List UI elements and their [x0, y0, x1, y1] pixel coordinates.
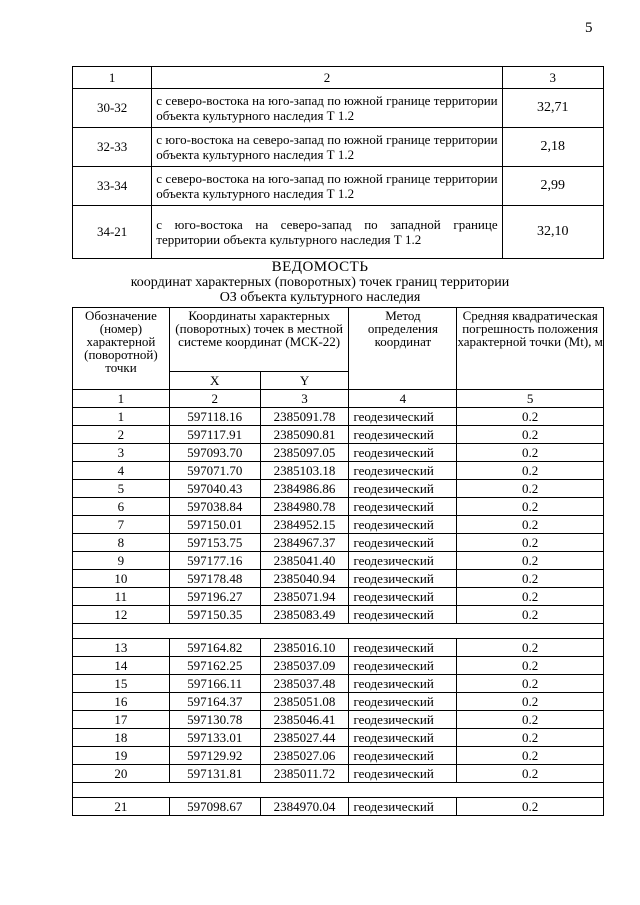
mean-error: 0.2 [457, 588, 604, 606]
coord-x: 597038.84 [169, 498, 260, 516]
point-number: 8 [73, 534, 170, 552]
table-row [73, 534, 604, 552]
header-method: Метод определения координат [349, 308, 457, 390]
coord-x: 597071.70 [169, 462, 260, 480]
point-number: 17 [73, 711, 170, 729]
segment-id: 30-32 [73, 89, 152, 128]
page-number: 5 [585, 20, 593, 36]
header-error: Средняя квадратическая погрешность положения характерной точки (Mt), м [457, 308, 604, 390]
method: геодезический [349, 534, 457, 552]
mean-error: 0.2 [457, 570, 604, 588]
method: геодезический [349, 462, 457, 480]
table-row [73, 657, 604, 675]
coord-x: 597164.37 [169, 693, 260, 711]
point-number: 19 [73, 747, 170, 765]
method: геодезический [349, 711, 457, 729]
segment-length: 32,71 [502, 89, 603, 128]
method: геодезический [349, 516, 457, 534]
segment-description: с северо-востока на юго-запад по южной границе территории объекта культурного наследия Т 1.2 [152, 167, 502, 206]
segment-description: с юго-востока на северо-запад по южной границе территории объекта культурного наследия Т 1.2 [152, 128, 502, 167]
coord-x: 597150.01 [169, 516, 260, 534]
coord-y: 2384967.37 [260, 534, 349, 552]
table-row [73, 426, 604, 444]
segments-table [72, 66, 604, 259]
header-coordinates: Координаты характерных (поворотных) точек в местной системе координат (МСК-22) [169, 308, 349, 372]
table-row [73, 408, 604, 426]
point-number: 11 [73, 588, 170, 606]
method: геодезический [349, 798, 457, 816]
point-number: 3 [73, 444, 170, 462]
method: геодезический [349, 765, 457, 783]
method: геодезический [349, 444, 457, 462]
column-number: 3 [260, 390, 349, 408]
method: геодезический [349, 747, 457, 765]
point-number: 12 [73, 606, 170, 624]
coord-y: 2385016.10 [260, 639, 349, 657]
method: геодезический [349, 675, 457, 693]
table-row [73, 729, 604, 747]
point-number: 15 [73, 675, 170, 693]
method: геодезический [349, 408, 457, 426]
coord-x: 597098.67 [169, 798, 260, 816]
coord-x: 597133.01 [169, 729, 260, 747]
method: геодезический [349, 480, 457, 498]
coord-x: 597153.75 [169, 534, 260, 552]
column-number: 5 [457, 390, 604, 408]
point-number: 5 [73, 480, 170, 498]
table-row [73, 128, 604, 167]
coord-y: 2385027.06 [260, 747, 349, 765]
table-row [73, 588, 604, 606]
table-row [73, 711, 604, 729]
mean-error: 0.2 [457, 498, 604, 516]
point-number: 18 [73, 729, 170, 747]
method: геодезический [349, 606, 457, 624]
table-row [73, 765, 604, 783]
point-number: 6 [73, 498, 170, 516]
coord-x: 597178.48 [169, 570, 260, 588]
table-row [73, 498, 604, 516]
method: геодезический [349, 498, 457, 516]
column-number-row [73, 390, 604, 408]
mean-error: 0.2 [457, 534, 604, 552]
table-row [73, 639, 604, 657]
table-row [73, 167, 604, 206]
mean-error: 0.2 [457, 798, 604, 816]
table-header-row [73, 308, 604, 372]
point-number: 1 [73, 408, 170, 426]
table-row [73, 675, 604, 693]
points-group-3 [73, 798, 604, 816]
table-row [73, 747, 604, 765]
statement-title: ВЕДОМОСТЬ [271, 259, 369, 275]
mean-error: 0.2 [457, 606, 604, 624]
coord-x: 597129.92 [169, 747, 260, 765]
table-header-row [73, 67, 604, 89]
table-row [73, 552, 604, 570]
header-cell: 2 [152, 67, 502, 89]
point-number: 4 [73, 462, 170, 480]
mean-error: 0.2 [457, 552, 604, 570]
mean-error: 0.2 [457, 516, 604, 534]
mean-error: 0.2 [457, 462, 604, 480]
method: геодезический [349, 552, 457, 570]
segment-description: с юго-востока на северо-запад по западной границе территории объекта культурного наследия Т 1.2 [152, 206, 502, 259]
coord-x: 597150.35 [169, 606, 260, 624]
method: геодезический [349, 588, 457, 606]
column-number: 4 [349, 390, 457, 408]
empty-cell [73, 624, 604, 639]
table-row [73, 444, 604, 462]
mean-error: 0.2 [457, 408, 604, 426]
mean-error: 0.2 [457, 444, 604, 462]
coord-y: 2385091.78 [260, 408, 349, 426]
mean-error: 0.2 [457, 711, 604, 729]
header-cell: 3 [502, 67, 603, 89]
point-number: 2 [73, 426, 170, 444]
method: геодезический [349, 657, 457, 675]
segment-length: 32,10 [502, 206, 603, 259]
coord-y: 2385046.41 [260, 711, 349, 729]
point-number: 9 [73, 552, 170, 570]
coord-x: 597162.25 [169, 657, 260, 675]
statement-heading [0, 260, 640, 305]
method: геодезический [349, 570, 457, 588]
segment-id: 32-33 [73, 128, 152, 167]
mean-error: 0.2 [457, 480, 604, 498]
point-number: 13 [73, 639, 170, 657]
segment-length: 2,99 [502, 167, 603, 206]
header-x: X [169, 372, 260, 390]
segment-description: с северо-востока на юго-запад по южной границе территории объекта культурного наследия Т 1.2 [152, 89, 502, 128]
header-cell: 1 [73, 67, 152, 89]
table-row [73, 516, 604, 534]
coord-y: 2385090.81 [260, 426, 349, 444]
coord-y: 2385040.94 [260, 570, 349, 588]
method: геодезический [349, 639, 457, 657]
segment-id: 34-21 [73, 206, 152, 259]
mean-error: 0.2 [457, 747, 604, 765]
mean-error: 0.2 [457, 693, 604, 711]
coord-y: 2385037.09 [260, 657, 349, 675]
statement-subtitle-line1: координат характерных (поворотных) точек границ территории [130, 275, 510, 290]
coord-y: 2384970.04 [260, 798, 349, 816]
table-row [73, 462, 604, 480]
empty-cell [73, 783, 604, 798]
mean-error: 0.2 [457, 657, 604, 675]
table-row [73, 606, 604, 624]
point-number: 10 [73, 570, 170, 588]
coord-y: 2385037.48 [260, 675, 349, 693]
coord-x: 597118.16 [169, 408, 260, 426]
coord-x: 597166.11 [169, 675, 260, 693]
coord-x: 597040.43 [169, 480, 260, 498]
coord-y: 2384952.15 [260, 516, 349, 534]
mean-error: 0.2 [457, 729, 604, 747]
point-number: 21 [73, 798, 170, 816]
table-row [73, 206, 604, 259]
header-point-designation: Обозначение (номер) характерной (поворотной) точки [73, 308, 170, 390]
points-table [72, 307, 604, 816]
coord-x: 597117.91 [169, 426, 260, 444]
statement-subtitle-line2: ОЗ объекта культурного наследия [219, 290, 421, 305]
column-number: 2 [169, 390, 260, 408]
coord-y: 2385041.40 [260, 552, 349, 570]
coord-x: 597177.16 [169, 552, 260, 570]
group-separator-row [73, 783, 604, 798]
point-number: 7 [73, 516, 170, 534]
mean-error: 0.2 [457, 639, 604, 657]
coord-y: 2385071.94 [260, 588, 349, 606]
coord-x: 597131.81 [169, 765, 260, 783]
method: геодезический [349, 426, 457, 444]
table-row [73, 480, 604, 498]
coord-y: 2385103.18 [260, 462, 349, 480]
table-row [73, 570, 604, 588]
point-number: 14 [73, 657, 170, 675]
coord-y: 2385027.44 [260, 729, 349, 747]
table-row [73, 798, 604, 816]
coord-y: 2385083.49 [260, 606, 349, 624]
coord-y: 2384986.86 [260, 480, 349, 498]
point-number: 20 [73, 765, 170, 783]
table-row [73, 89, 604, 128]
header-y: Y [260, 372, 349, 390]
coord-y: 2385097.05 [260, 444, 349, 462]
mean-error: 0.2 [457, 675, 604, 693]
coord-y: 2384980.78 [260, 498, 349, 516]
group-separator-row [73, 624, 604, 639]
method: геодезический [349, 693, 457, 711]
segment-id: 33-34 [73, 167, 152, 206]
coord-y: 2385051.08 [260, 693, 349, 711]
coord-y: 2385011.72 [260, 765, 349, 783]
coord-x: 597196.27 [169, 588, 260, 606]
table-row [73, 693, 604, 711]
coord-x: 597130.78 [169, 711, 260, 729]
method: геодезический [349, 729, 457, 747]
points-group-2 [73, 639, 604, 783]
point-number: 16 [73, 693, 170, 711]
coord-x: 597164.82 [169, 639, 260, 657]
mean-error: 0.2 [457, 765, 604, 783]
coord-x: 597093.70 [169, 444, 260, 462]
points-group-1 [73, 408, 604, 624]
segment-length: 2,18 [502, 128, 603, 167]
mean-error: 0.2 [457, 426, 604, 444]
column-number: 1 [73, 390, 170, 408]
